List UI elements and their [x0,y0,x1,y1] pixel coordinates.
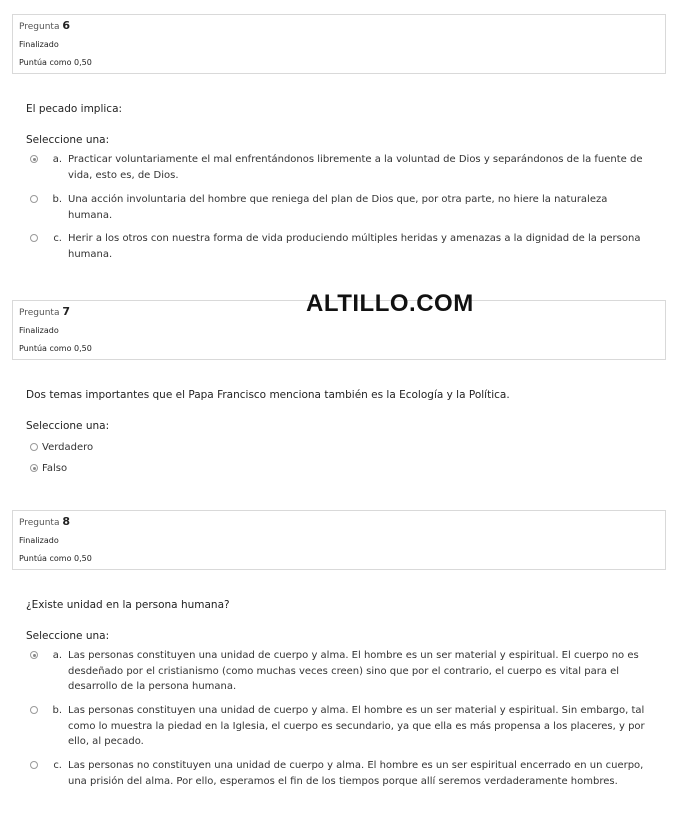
question-text: Dos temas importantes que el Papa Francisco menciona también es la Ecología y la Política. [26,389,510,401]
radio-button[interactable] [30,195,38,203]
answer-option-a[interactable] [30,152,654,183]
radio-button[interactable] [30,651,38,659]
question-number-value: 7 [62,305,71,318]
select-prompt: Seleccione una: [26,134,110,146]
option-text: Herir a los otros con nuestra forma de vida produciendo múltiples heridas y amenazas a la dignidad de la persona humana. [68,233,641,260]
option-text: Verdadero [42,442,94,453]
select-prompt: Seleccione una: [26,630,110,642]
question-8-content [26,599,654,799]
question-state: Finalizado [19,326,59,335]
question-grade: Puntúa como 0,50 [19,58,92,67]
select-prompt: Seleccione una: [26,420,110,432]
question-text: El pecado implica: [26,103,123,115]
option-letter: a. [52,650,62,661]
question-8-info [12,510,666,570]
question-label: Pregunta [19,518,60,528]
answer-option-b[interactable] [30,703,654,750]
question-label: Pregunta [19,308,60,318]
answer-option-c[interactable] [30,758,654,789]
question-6-info [12,14,666,74]
question-state: Finalizado [19,40,59,49]
question-grade: Puntúa como 0,50 [19,554,92,563]
radio-button[interactable] [30,155,38,163]
option-text: Las personas constituyen una unidad de cuerpo y alma. El hombre es un ser material y espiritual. Sin embargo, tal como lo muestra la piedad en la Iglesia, el cuerpo es secundario, ya que ella es más propensa a los placeres, y por ello, al pecado. [68,705,645,747]
question-number [19,19,659,33]
question-number [19,515,659,529]
answer-option-false[interactable] [30,461,67,477]
question-label: Pregunta [19,22,60,32]
radio-button[interactable] [30,234,38,242]
watermark-text: ALTILLO.COM [306,290,474,317]
radio-button[interactable] [30,443,38,451]
option-text: Practicar voluntariamente el mal enfrentándonos libremente a la voluntad de Dios y separándonos de la fuente de vida, esto es, de Dios. [68,154,643,181]
question-number-value: 8 [62,515,71,528]
question-6-content [26,103,654,263]
option-text: Una acción involuntaria del hombre que reniega del plan de Dios que, por otra parte, no hiere la naturaleza humana. [68,194,608,221]
option-text: Las personas constituyen una unidad de cuerpo y alma. El hombre es un ser material y espiritual. El cuerpo no es desdeñado por el cristianismo (como muchas veces creen) sino que por el contrario, el cuerpo es vital para el desarrollo de la persona humana. [68,650,639,692]
radio-button[interactable] [30,761,38,769]
option-letter: b. [52,705,62,716]
option-letter: a. [52,154,62,165]
option-text: Falso [42,463,68,474]
radio-button[interactable] [30,706,38,714]
question-7-content [26,389,654,479]
option-letter: c. [53,233,62,244]
option-letter: b. [52,194,62,205]
question-state: Finalizado [19,536,59,545]
option-text: Las personas no constituyen una unidad de cuerpo y alma. El hombre es un ser espiritual encerrado en un cuerpo, una prisión del alma. Por ello, esperamos el fin de los tiempos porque allí seremos verdaderamente hombres. [68,760,644,787]
question-number-value: 6 [62,19,71,32]
question-grade: Puntúa como 0,50 [19,344,92,353]
answer-option-c[interactable] [30,231,654,262]
question-text: ¿Existe unidad en la persona humana? [26,599,230,611]
answer-option-b[interactable] [30,192,654,223]
answer-option-a[interactable] [30,648,654,695]
option-letter: c. [53,760,62,771]
answer-option-true[interactable] [30,440,93,456]
radio-button[interactable] [30,464,38,472]
